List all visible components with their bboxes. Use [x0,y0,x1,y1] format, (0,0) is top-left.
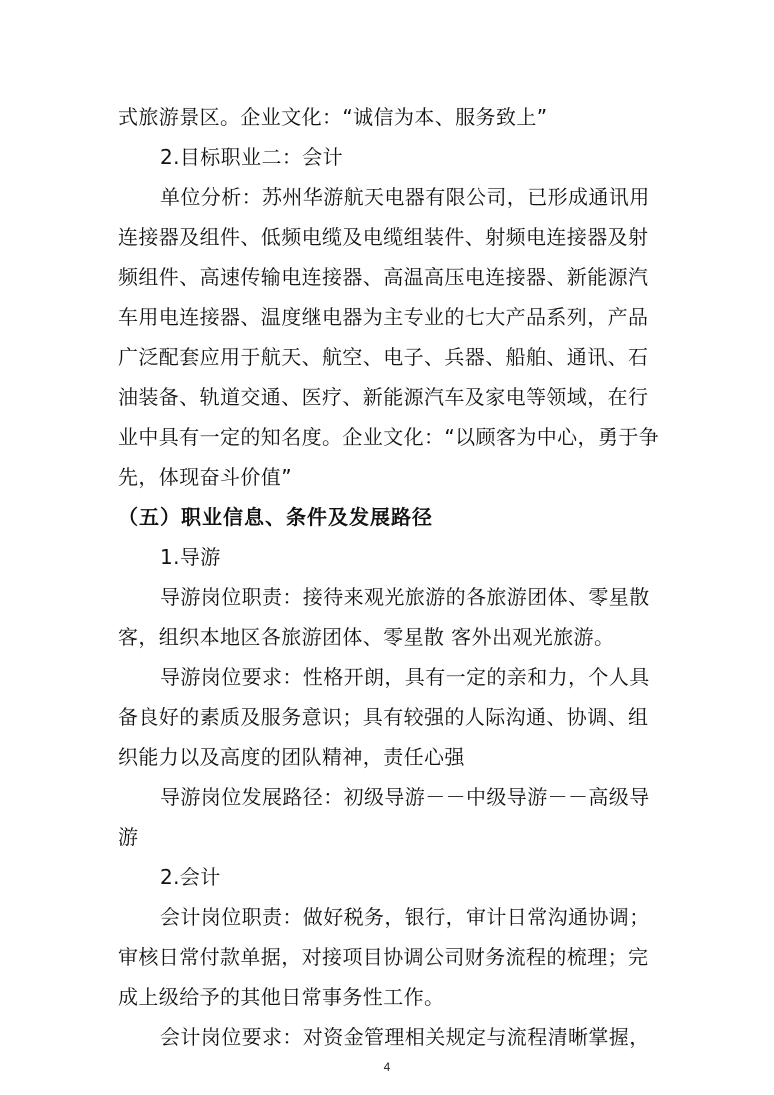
subheading: 2.会计 [160,865,221,889]
text-line: 成上级给予的其他日常事务性工作。 [118,985,445,1009]
text-line: 连接器及组件、低频电缆及电缆组装件、射频电连接器及射 [118,225,649,249]
text-line: 审核日常付款单据，对接项目协调公司财务流程的梳理；完 [118,945,649,969]
text-line: 会计岗位要求：对资金管理相关规定与流程清晰掌握， [160,1025,650,1049]
text-line: 业中具有一定的知名度。企业文化：“以顾客为中心，勇于争 [118,425,660,449]
text-line: 导游岗位职责：接待来观光旅游的各旅游团体、零星散 [160,585,650,609]
text-line: 游 [118,825,139,849]
text-line: 织能力以及高度的团队精神，责任心强 [118,745,465,769]
text-line: 式旅游景区。企业文化：“诚信为本、服务致上” [118,105,548,129]
text-line: 备良好的素质及服务意识；具有较强的人际沟通、协调、组 [118,705,649,729]
page-number: 4 [383,1060,391,1074]
text-line: 油装备、轨道交通、医疗、新能源汽车及家电等领域，在行 [118,385,649,409]
text-line: 车用电连接器、温度继电器为主专业的七大产品系列，产品 [118,305,649,329]
text-line: 导游岗位发展路径：初级导游－－中级导游－－高级导 [160,785,650,809]
text-line: 频组件、高速传输电连接器、高温高压电连接器、新能源汽 [118,265,649,289]
subheading: 1.导游 [160,545,221,569]
section-heading: （五）职业信息、条件及发展路径 [118,505,433,529]
text-line: 客，组织本地区各旅游团体、零星散 客外出观光旅游。 [118,625,615,649]
subheading: 2.目标职业二：会计 [160,145,344,169]
text-line: 单位分析：苏州华游航天电器有限公司，已形成通讯用 [160,185,650,209]
text-line: 会计岗位职责：做好税务，银行，审计日常沟通协调； [160,905,650,929]
text-line: 先，体现奋斗价值” [118,465,292,489]
text-line: 导游岗位要求：性格开朗，具有一定的亲和力，个人具 [160,665,650,689]
text-line: 广泛配套应用于航天、航空、电子、兵器、船舶、通讯、石 [118,345,649,369]
